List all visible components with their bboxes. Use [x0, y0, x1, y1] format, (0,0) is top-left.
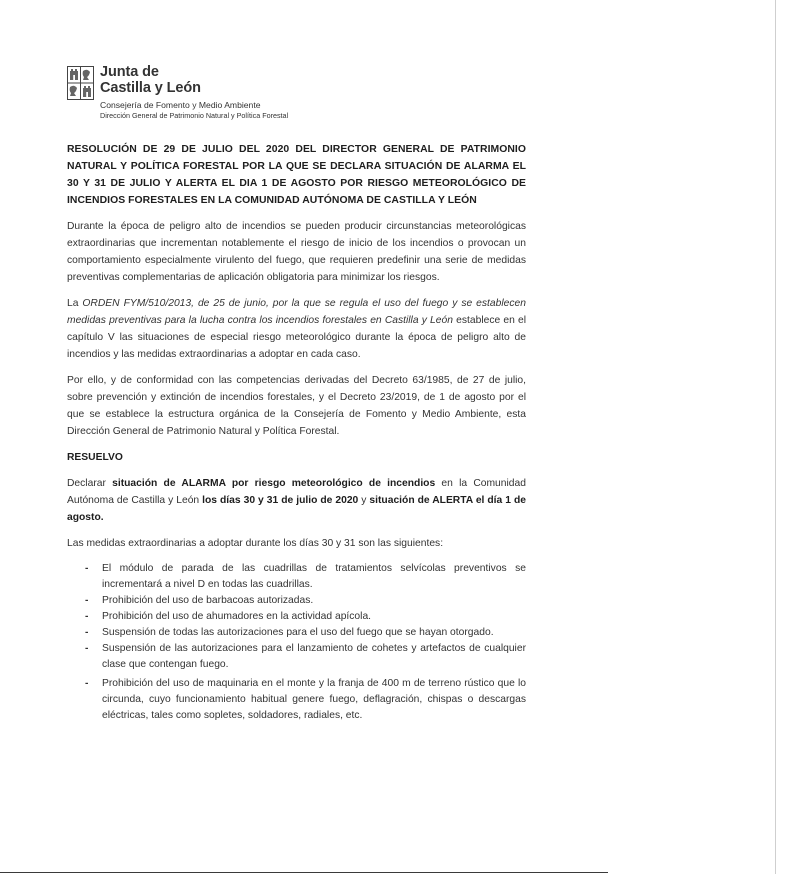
legal-basis-lead: La — [67, 298, 83, 309]
list-item — [85, 641, 526, 673]
list-item — [85, 593, 526, 609]
list-dash: - — [85, 595, 89, 606]
list-item — [85, 609, 526, 625]
paragraph-legal-basis — [67, 295, 526, 363]
list-item-text: Suspensión de todas las autorizaciones para el uso del fuego que se hayan otorgado. — [102, 627, 494, 638]
coat-of-arms-icon — [67, 66, 94, 100]
list-dash: - — [85, 563, 89, 574]
directorate-name: Dirección General de Patrimonio Natural y Política Forestal — [100, 111, 289, 120]
legal-basis-rest: establece en el capítulo V las situaciones de especial riesgo meteorológico durante la época de peligro alto de incendios y las medidas extraordinarias a adoptar en cada caso. — [67, 315, 527, 360]
list-item-text: Prohibición del uso de barbacoas autorizadas. — [102, 595, 314, 606]
resolves-heading: RESUELVO — [67, 452, 123, 463]
resolution-title: RESOLUCIÓN DE 29 DE JULIO DEL 2020 DEL DIRECTOR GENERAL DE PATRIMONIO NATURAL Y POLÍTICA FORESTAL POR LA QUE SE DECLARA SITUACIÓN DE ALARMA EL 30 Y 31 DE JULIO Y ALERTA EL DIA 1 DE AGOSTO POR RIESGO METEOROLÓGICO DE INCENDIOS FORESTALES EN LA COMUNIDAD AUTÓNOMA DE CASTILLA Y LEÓN — [67, 144, 526, 206]
declaration-text-1: Declarar — [67, 478, 113, 489]
measures-list — [85, 561, 526, 724]
list-item — [85, 561, 526, 593]
list-item-text: Prohibición del uso de maquinaria en el monte y la franja de 400 m de terreno rústico que lo circunda, cuyo funcionamiento habitual genere fuego, deflagración, chispas o descargas eléctricas, tales como sopletes, soldadores, radiales, etc. — [102, 678, 526, 721]
order-reference: ORDEN FYM/510/2013, de 25 de junio, por la que se regula el uso del fuego y se establecen medidas preventivas para la lucha contra los incendios forestales en Castilla y León — [67, 298, 526, 326]
brand-block — [100, 64, 288, 121]
list-item — [85, 676, 526, 724]
list-dash: - — [85, 678, 89, 689]
list-item-text: Suspensión de las autorizaciones para el lanzamiento de cohetes y artefactos de cualquier clase que contengan fuego. — [102, 643, 526, 670]
declaration-text-2: en la Comunidad Autónoma de Castilla y León — [67, 478, 526, 506]
list-item — [85, 625, 526, 641]
letterhead — [67, 64, 526, 121]
declaration-dates: los días 30 y 31 de julio de 2020 — [202, 495, 359, 506]
list-dash: - — [85, 627, 89, 638]
paragraph-measures-intro: Las medidas extraordinarias a adoptar durante los días 30 y 31 son las siguientes: — [67, 538, 444, 549]
document-page — [67, 64, 526, 724]
declaration-text-3: y — [358, 495, 370, 506]
footer-rule — [0, 872, 608, 873]
department-name: Consejería de Fomento y Medio Ambiente — [100, 100, 261, 110]
paragraph-declaration — [67, 475, 526, 526]
list-item-text: Prohibición del uso de ahumadores en la actividad apícola. — [102, 611, 372, 622]
declaration-alarm: situación de ALARMA por riesgo meteorológico de incendios — [112, 478, 436, 489]
list-dash: - — [85, 643, 89, 654]
brand-name-line2: Castilla y León — [100, 80, 201, 96]
declaration-alert: situación de ALERTA el día 1 de agosto. — [67, 495, 526, 523]
page-edge — [775, 0, 776, 874]
list-dash: - — [85, 611, 89, 622]
list-item-text: El módulo de parada de las cuadrillas de tratamientos selvícolas preventivos se incrementará a nivel D en todas las cuadrillas. — [102, 563, 526, 590]
paragraph-competences: Por ello, y de conformidad con las competencias derivadas del Decreto 63/1985, de 27 de julio, sobre prevención y extinción de incendios forestales, y el Decreto 23/2019, de 1 de agosto por el que se establece la estructura orgánica de la Consejería de Fomento y Medio Ambiente, esta Dirección General de Patrimonio Natural y Política Forestal. — [67, 375, 526, 437]
brand-name-line1: Junta de — [100, 64, 159, 80]
paragraph-intro: Durante la época de peligro alto de incendios se pueden producir circunstancias meteorológicas extraordinarias que incrementan notablemente el riesgo de inicio de los incendios o provocan un comportamiento especialmente virulento del fuego, que requieren predefinir una serie de medidas preventivas complementarias de aplicación obligatoria para minimizar los riesgos. — [67, 221, 526, 283]
